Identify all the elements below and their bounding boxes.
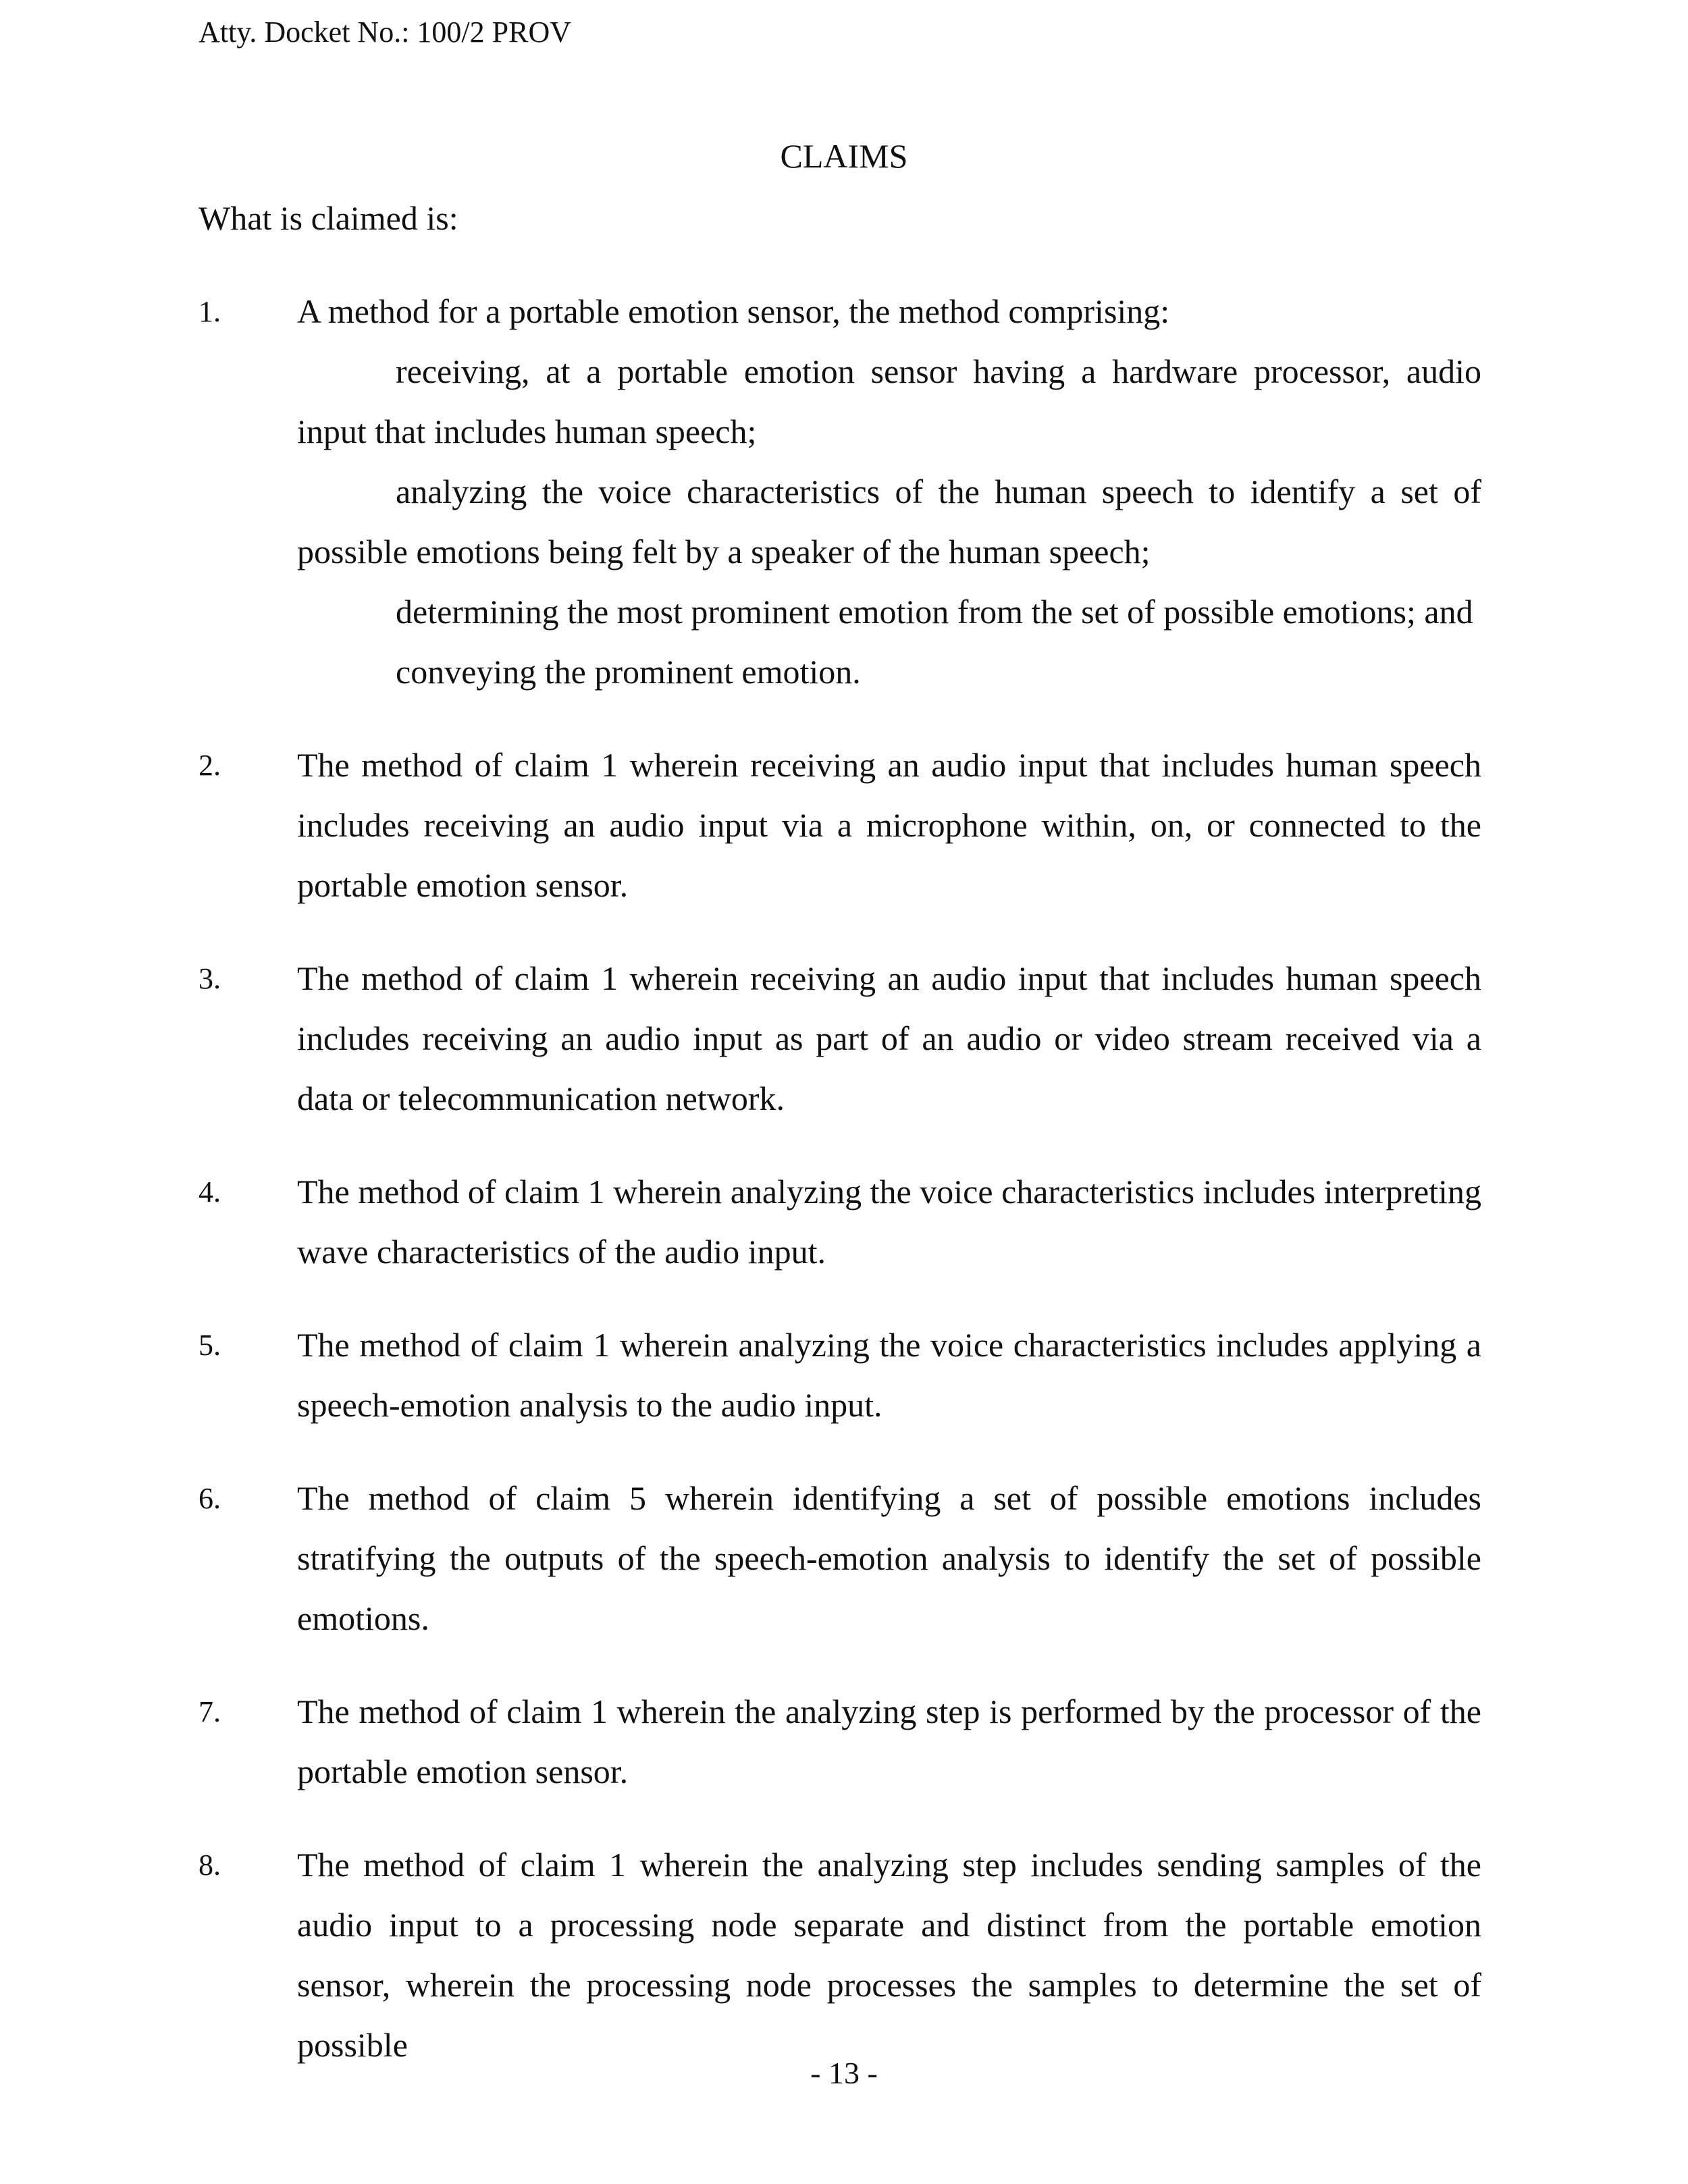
claim-number: 3. bbox=[199, 962, 221, 995]
claim-1 bbox=[199, 282, 1481, 702]
claim-text: The method of claim 1 wherein receiving an audio input that includes human speech includes receiving an audio input as part of an audio or video stream received via a data or telecommunication network. bbox=[297, 959, 1481, 1117]
claim-number: 1. bbox=[199, 295, 221, 328]
claim-number: 8. bbox=[199, 1848, 221, 1882]
claim-step: conveying the prominent emotion. bbox=[396, 653, 861, 691]
claim-step: analyzing the voice characteristics of the human speech to identify a set of possible emotions being felt by a speaker of the human speech; bbox=[297, 473, 1481, 570]
claim-text: The method of claim 1 wherein the analyzing step is performed by the processor of the portable emotion sensor. bbox=[297, 1693, 1481, 1790]
claim-number: 2. bbox=[199, 749, 221, 782]
claim-6 bbox=[199, 1468, 1481, 1649]
claim-text: The method of claim 1 wherein analyzing the voice characteristics includes applying a speech-emotion analysis to the audio input. bbox=[297, 1326, 1481, 1424]
claim-text: A method for a portable emotion sensor, the method comprising: bbox=[297, 292, 1170, 330]
claims-intro: What is claimed is: bbox=[199, 199, 458, 237]
docket-number: Atty. Docket No.: 100/2 PROV bbox=[199, 16, 572, 49]
claim-step: receiving, at a portable emotion sensor having a hardware processor, audio input that includes human speech; bbox=[297, 352, 1481, 450]
claim-text: The method of claim 1 wherein the analyzing step includes sending samples of the audio input to a processing node separate and distinct from the portable emotion sensor, wherein the processing node processes the samples to determine the set of possible bbox=[297, 1846, 1481, 2064]
claim-text: The method of claim 1 wherein receiving an audio input that includes human speech includes receiving an audio input via a microphone within, on, or connected to the portable emotion sensor. bbox=[297, 746, 1481, 904]
claim-4 bbox=[199, 1162, 1481, 1282]
page-title: CLAIMS bbox=[780, 137, 908, 175]
page-number: - 13 - bbox=[810, 2056, 878, 2090]
claims-list bbox=[199, 282, 1481, 2108]
claim-8 bbox=[199, 1835, 1481, 2075]
claim-number: 7. bbox=[199, 1695, 221, 1728]
claim-2 bbox=[199, 735, 1481, 915]
claim-number: 5. bbox=[199, 1329, 221, 1362]
claim-step: determining the most prominent emotion from the set of possible emotions; and bbox=[396, 593, 1473, 631]
claim-number: 4. bbox=[199, 1175, 221, 1208]
claim-5 bbox=[199, 1315, 1481, 1435]
claim-3 bbox=[199, 949, 1481, 1129]
claim-text: The method of claim 1 wherein analyzing the voice characteristics includes interpreting wave characteristics of the audio input. bbox=[297, 1173, 1481, 1271]
claim-7 bbox=[199, 1682, 1481, 1802]
claim-text: The method of claim 5 wherein identifying a set of possible emotions includes stratifying the outputs of the speech-emotion analysis to identify the set of possible emotions. bbox=[297, 1479, 1481, 1637]
claim-number: 6. bbox=[199, 1482, 221, 1515]
